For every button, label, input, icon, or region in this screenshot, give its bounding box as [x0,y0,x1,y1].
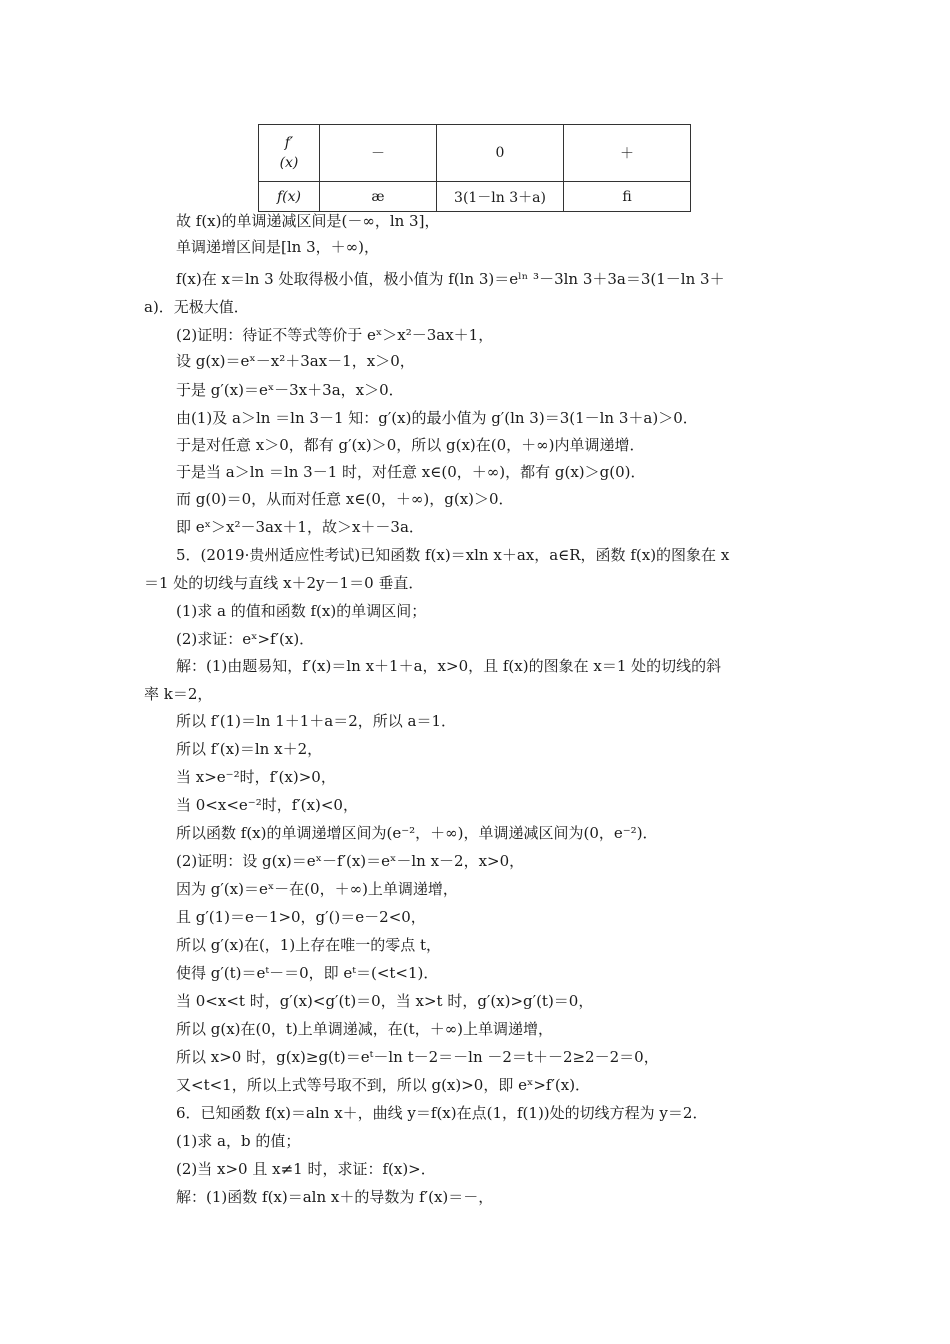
text-line: 6．已知函数 f(x)＝aln x＋，曲线 y＝f(x)在点(1，f(1))处的切线方程为 y＝2． [176,1104,708,1122]
table-cell: 0 [437,125,564,182]
text-line: 当 0<x<t 时，g′(x)<g′(t)＝0，当 x>t 时，g′(x)>g′(t)＝0， [176,992,594,1010]
row-header-derivative-top: f′ [284,135,294,151]
text-line: 解：(1)函数 f(x)＝aln x＋的导数为 f′(x)＝－， [176,1188,494,1206]
text-line: 又<t<1，所以上式等号取不到，所以 g(x)>0，即 eˣ>f′(x)． [176,1076,591,1094]
text-line: 所以函数 f(x)的单调递增区间为(e⁻²，＋∞)，单调递减区间为(0，e⁻²)． [176,824,658,842]
table-cell: ＋ [564,125,691,182]
table-cell: ﬁ [564,182,691,212]
text-line: 设 g(x)＝eˣ－x²＋3ax－1，x＞0， [176,352,415,370]
table-row-derivative [259,125,691,182]
text-line: 于是当 a＞ln ＝ln 3－1 时，对任意 x∈(0，＋∞)，都有 g(x)＞g(0)． [176,463,646,481]
table-cell: æ [320,182,437,212]
text-line: f(x)在 x＝ln 3 处取得极小值，极小值为 f(ln 3)＝eˡⁿ ³－3ln 3＋3a＝3(1－ln 3＋ [176,270,725,288]
row-header-derivative-bottom: (x) [279,155,299,171]
text-line: 因为 g′(x)＝eˣ－在(0，＋∞)上单调递增， [176,880,458,898]
text-line: 所以 f′(x)＝ln x＋2， [176,740,323,758]
text-line: 而 g(0)＝0，从而对任意 x∈(0，＋∞)，g(x)＞0． [176,490,514,508]
text-line: 所以 f′(1)＝ln 1＋1＋a＝2，所以 a＝1． [176,712,457,730]
text-line: ＝1 处的切线与直线 x＋2y－1＝0 垂直． [144,574,424,592]
row-header-derivative [259,125,320,182]
text-line: 所以 g′(x)在(，1)上存在唯一的零点 t， [176,936,441,954]
text-line: (1)求 a 的值和函数 f(x)的单调区间； [176,602,427,620]
text-line: 解：(1)由题易知，f′(x)＝ln x＋1＋a，x>0，且 f(x)的图象在 x＝1 处的切线的斜 [176,657,722,675]
text-line: 故 f(x)的单调递减区间是(－∞，ln 3]， [176,212,440,230]
text-line: (2)证明：待证不等式等价于 eˣ＞x²－3ax＋1， [176,326,494,344]
text-line: 所以 x>0 时，g(x)≥g(t)＝eᵗ－ln t－2＝－ln －2＝t＋－2≥2－2＝0， [176,1048,659,1066]
text-line: 即 eˣ＞x²－3ax＋1，故＞x＋－3a． [176,518,424,536]
table-row-function [259,182,691,212]
row-header-function: f(x) [259,182,320,212]
table-cell: 3(1－ln 3＋a) [437,182,564,212]
text-line: 由(1)及 a＞ln ＝ln 3－1 知：g′(x)的最小值为 g′(ln 3)＝3(1－ln 3＋a)＞0． [176,409,698,427]
text-line: 率 k＝2， [144,685,213,703]
text-line: 使得 g′(t)＝eᵗ－＝0，即 eᵗ＝(<t<1)． [176,964,439,982]
text-line: a)．无极大值． [144,298,249,316]
text-line: 于是对任意 x＞0，都有 g′(x)＞0，所以 g(x)在(0，＋∞)内单调递增． [176,436,645,454]
text-line: 且 g′(1)＝e－1>0，g′()＝e－2<0， [176,908,426,926]
text-line: 5．(2019·贵州适应性考试)已知函数 f(x)＝xln x＋ax，a∈R，函数 f(x)的图象在 x [176,546,730,564]
text-line: (2)当 x>0 且 x≠1 时，求证：f(x)>． [176,1160,436,1178]
text-line: 当 x>e⁻²时，f′(x)>0， [176,768,336,786]
table-cell: － [320,125,437,182]
text-line: 单调递增区间是[ln 3，＋∞)， [176,238,379,256]
sign-table [258,124,691,212]
text-line: 所以 g(x)在(0，t)上单调递减，在(t，＋∞)上单调递增， [176,1020,554,1038]
text-line: (2)证明：设 g(x)＝eˣ－f′(x)＝eˣ－ln x－2，x>0， [176,852,525,870]
text-line: 当 0<x<e⁻²时，f′(x)<0， [176,796,358,814]
text-line: 于是 g′(x)＝eˣ－3x＋3a，x＞0． [176,381,404,399]
text-line: (1)求 a，b 的值； [176,1132,301,1150]
text-line: (2)求证：eˣ>f′(x)． [176,630,315,648]
